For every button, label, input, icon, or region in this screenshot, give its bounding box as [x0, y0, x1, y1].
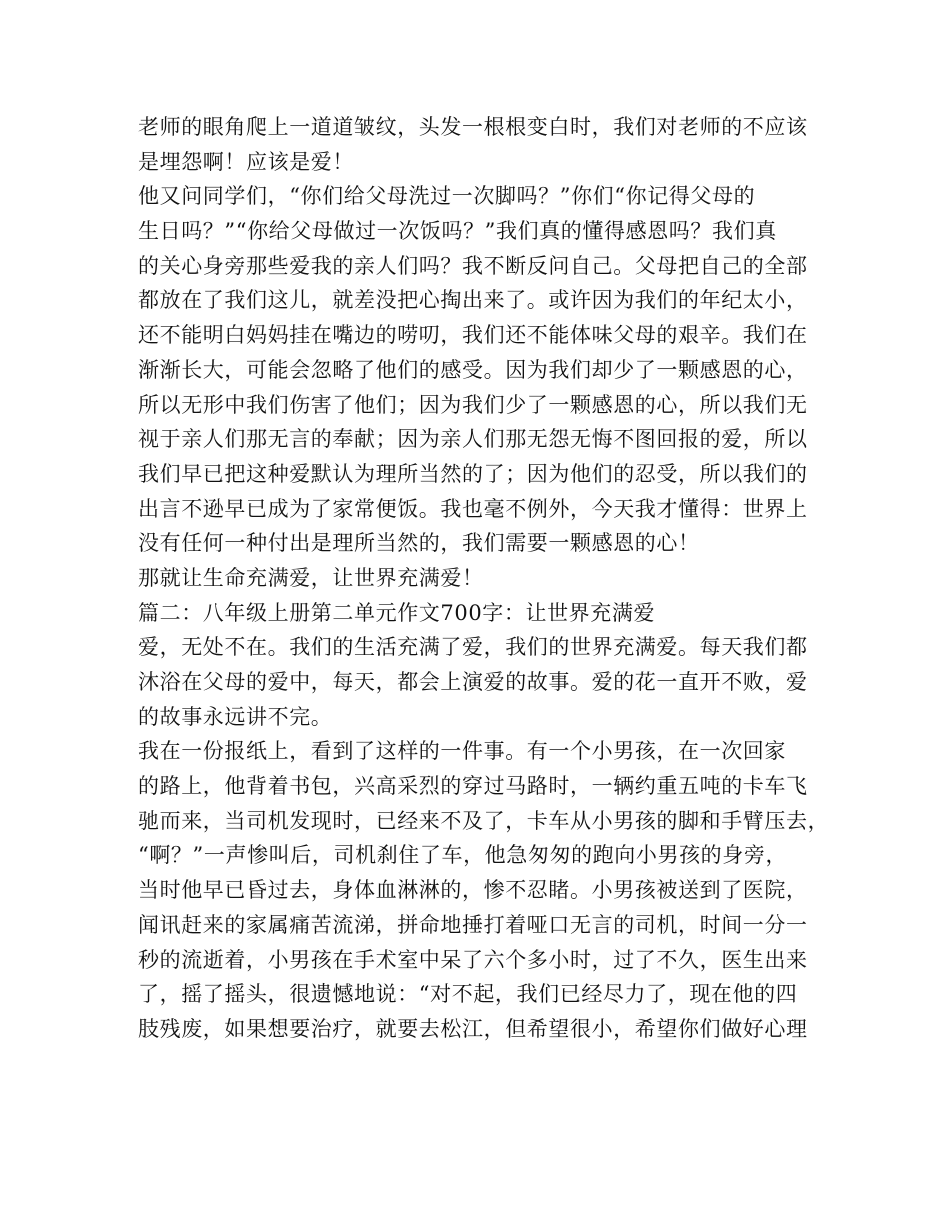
text-line: 秒的流逝着，小男孩在手术室中呆了六个多小时，过了不久，医生出来 — [138, 947, 808, 972]
text-line: 驰而来，当司机发现时，已经来不及了，卡车从小男孩的脚和手臂压去， — [138, 808, 830, 833]
text-line: “啊？”一声惨叫后，司机刹住了车，他急匆匆的跑向小男孩的身旁， — [138, 843, 788, 868]
text-line: 了，摇了摇头，很遗憾地说：“对不起，我们已经尽力了，现在他的四 — [138, 982, 798, 1007]
text-line: 老师的眼角爬上一道道皱纹，头发一根根变白时，我们对老师的不应该 — [138, 115, 808, 139]
text-line: 的关心身旁那些爱我的亲人们吗？我不断反问自己。父母把自己的全部 — [138, 253, 808, 278]
text-line: 渐渐长大，可能会忽略了他们的感受。因为我们却少了一颗感恩的心， — [138, 357, 808, 382]
text-line: 当时他早已昏过去，身体血淋淋的，惨不忍睹。小男孩被送到了医院， — [138, 878, 808, 903]
text-line: 没有任何一种付出是理所当然的，我们需要一颗感恩的心！ — [138, 531, 700, 556]
text-line: 他又问同学们，“你们给父母洗过一次脚吗？”你们“你记得父母的 — [138, 184, 756, 209]
text-line: 是埋怨啊！应该是爱！ — [138, 149, 354, 174]
text-line: 我们早已把这种爱默认为理所当然的了；因为他们的忍受，所以我们的 — [138, 461, 808, 486]
text-line: 出言不逊早已成为了家常便饭。我也毫不例外，今天我才懂得：世界上 — [138, 496, 808, 521]
text-line: 视于亲人们那无言的奉献；因为亲人们那无怨无悔不图回报的爱，所以 — [138, 427, 808, 452]
text-line: 生日吗？”“你给父母做过一次饭吗？”我们真的懂得感恩吗？我们真 — [138, 219, 777, 244]
text-line: 我在一份报纸上，看到了这样的一件事。有一个小男孩，在一次回家 — [138, 739, 786, 764]
text-line: 沐浴在父母的爱中，每天，都会上演爱的故事。爱的花一直开不败，爱 — [138, 670, 808, 694]
section-heading: 篇二：八年级上册第二单元作文700字：让世界充满爱 — [138, 600, 656, 625]
text-line: 闻讯赶来的家属痛苦流涕，拼命地捶打着哑口无言的司机，时间一分一 — [138, 912, 808, 937]
text-line: 的故事永远讲不完。 — [138, 704, 333, 729]
text-line: 那就让生命充满爱，让世界充满爱！ — [138, 565, 484, 590]
text-line: 都放在了我们这儿，就差没把心掏出来了。或许因为我们的年纪太小， — [138, 288, 808, 313]
text-line: 所以无形中我们伤害了他们；因为我们少了一颗感恩的心，所以我们无 — [138, 392, 808, 417]
text-line: 肢残废，如果想要治疗，就要去松江，但希望很小，希望你们做好心理 — [138, 1016, 808, 1041]
text-line: 还不能明白妈妈挂在嘴边的唠叨，我们还不能体味父母的艰辛。我们在 — [138, 323, 808, 348]
essay-text — [138, 110, 828, 1047]
text-line: 的路上，他背着书包，兴高采烈的穿过马路时，一辆约重五吨的卡车飞 — [138, 774, 808, 799]
text-line: 爱，无处不在。我们的生活充满了爱，我们的世界充满爱。每天我们都 — [138, 635, 808, 660]
